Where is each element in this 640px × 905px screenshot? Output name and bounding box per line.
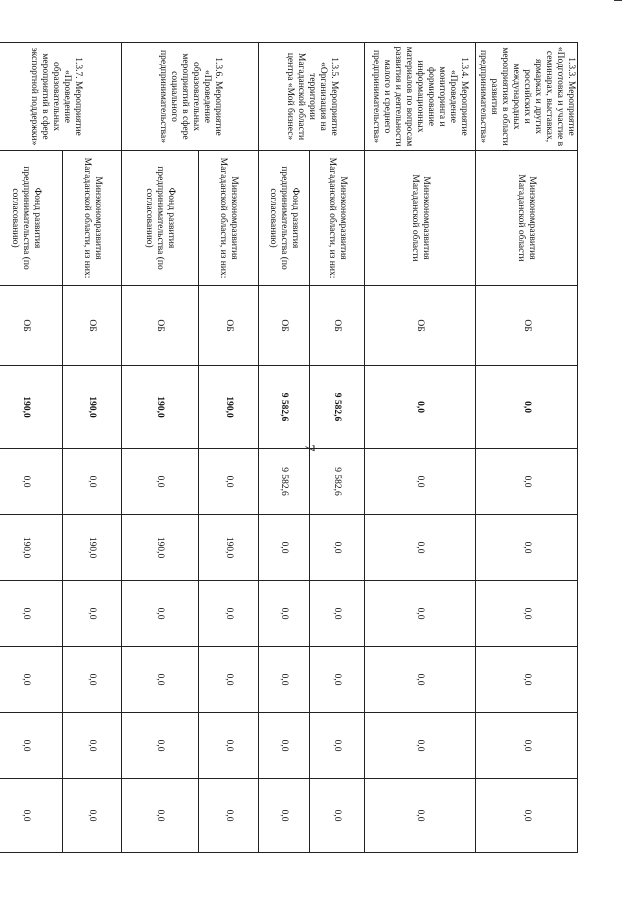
table-row	[365, 43, 476, 853]
value-cell: 0,0	[259, 713, 310, 779]
value-cell: 0,0	[476, 647, 578, 713]
value-cell: 0,0	[63, 581, 122, 647]
executor-cell: Фонд развития предпринимательства (по согласованию)	[259, 151, 310, 286]
value-cell: 0,0	[199, 581, 259, 647]
total-value-cell: 190,0	[0, 366, 63, 449]
value-cell: 0,0	[122, 449, 199, 515]
executor-cell: Фонд развития предпринимательства (по согласованию)	[122, 151, 199, 286]
value-cell: 0,0	[476, 713, 578, 779]
executor-cell: Минэкономразвития Магаданской области, из них:	[63, 151, 122, 286]
table-body	[0, 43, 578, 853]
value-cell: 190,0	[122, 515, 199, 581]
event-cell: 1.3.7. Мероприятие «Проведение образовательных мероприятий в сфере экспортной поддержки»	[0, 43, 122, 151]
total-value-cell: 9 582,6	[310, 366, 365, 449]
value-cell: 0,0	[199, 647, 259, 713]
table-row	[199, 43, 259, 853]
value-cell: 0,0	[310, 779, 365, 853]
value-cell: 0,0	[63, 779, 122, 853]
value-cell: 0,0	[259, 779, 310, 853]
value-cell: 0,0	[199, 449, 259, 515]
total-value-cell: 9 582,6	[259, 366, 310, 449]
scan-mark	[614, 0, 622, 1]
value-cell: 190,0	[199, 515, 259, 581]
value-cell: 0,0	[476, 779, 578, 853]
funding-source-cell: ОБ	[259, 286, 310, 366]
event-cell: 1.3.6. Мероприятие «Проведение образовательных мероприятий в сфере социального предпринимательства»	[122, 43, 259, 151]
table-row	[259, 43, 310, 853]
executor-cell: Минэкономразвития Магаданской области	[476, 151, 578, 286]
value-cell: 0,0	[476, 515, 578, 581]
value-cell: 0,0	[122, 713, 199, 779]
value-cell: 0,0	[365, 713, 476, 779]
table-row	[476, 43, 578, 853]
value-cell: 0,0	[259, 647, 310, 713]
value-cell: 0,0	[122, 581, 199, 647]
table-row	[63, 43, 122, 853]
value-cell: 0,0	[199, 713, 259, 779]
rotated-table-container	[10, 42, 578, 852]
event-cell: 1.3.3. Мероприятие «Подготовка и участие в семинарах, выставках, ярмарках и других российских и международных мероприятиях в области развития предпринимательства»	[476, 43, 578, 151]
value-cell: 0,0	[259, 581, 310, 647]
value-cell: 0,0	[63, 647, 122, 713]
value-cell: 0,0	[259, 515, 310, 581]
total-value-cell: 190,0	[63, 366, 122, 449]
funding-source-cell: ОБ	[199, 286, 259, 366]
table-row	[310, 43, 365, 853]
budget-table	[0, 42, 578, 853]
value-cell: 0,0	[0, 449, 63, 515]
executor-cell: Фонд развития предпринимательства (по согласованию)	[0, 151, 63, 286]
value-cell: 190,0	[0, 515, 63, 581]
executor-cell: Минэкономразвития Магаданской области, из них:	[310, 151, 365, 286]
value-cell: 0,0	[0, 581, 63, 647]
total-value-cell: 190,0	[122, 366, 199, 449]
value-cell: 0,0	[365, 647, 476, 713]
value-cell: 0,0	[476, 449, 578, 515]
value-cell: 0,0	[365, 581, 476, 647]
funding-source-cell: ОБ	[476, 286, 578, 366]
value-cell: 0,0	[0, 647, 63, 713]
table-row	[0, 43, 63, 853]
value-cell: 0,0	[365, 515, 476, 581]
value-cell: 0,0	[63, 713, 122, 779]
value-cell: 0,0	[476, 581, 578, 647]
value-cell: 0,0	[122, 779, 199, 853]
value-cell: 0,0	[310, 581, 365, 647]
funding-source-cell: ОБ	[0, 286, 63, 366]
total-value-cell: 0,0	[476, 366, 578, 449]
funding-source-cell: ОБ	[122, 286, 199, 366]
value-cell: 0,0	[122, 647, 199, 713]
total-value-cell: 190,0	[199, 366, 259, 449]
executor-cell: Минэкономразвития Магаданской области, из них:	[199, 151, 259, 286]
value-cell: 0,0	[365, 779, 476, 853]
value-cell: 0,0	[365, 449, 476, 515]
page-number: 7	[301, 444, 317, 452]
value-cell: 9 582,6	[259, 449, 310, 515]
event-cell: 1.3.5. Мероприятие «Организация на территории Магаданской области центра «Мой бизнес»	[259, 43, 365, 151]
funding-source-cell: ОБ	[63, 286, 122, 366]
value-cell: 190,0	[63, 515, 122, 581]
funding-source-cell: ОБ	[310, 286, 365, 366]
value-cell: 9 582,6	[310, 449, 365, 515]
executor-cell: Минэкономразвития Магаданской области	[365, 151, 476, 286]
table-row	[122, 43, 199, 853]
value-cell: 0,0	[63, 449, 122, 515]
value-cell: 0,0	[310, 713, 365, 779]
value-cell: 0,0	[0, 779, 63, 853]
funding-source-cell: ОБ	[365, 286, 476, 366]
value-cell: 0,0	[199, 779, 259, 853]
total-value-cell: 0,0	[365, 366, 476, 449]
event-cell: 1.3.4. Мероприятие «Проведение мониторинга и формирование информационных материалов по вопросам развития и деятельности малого и среднего предпринимательства»	[365, 43, 476, 151]
value-cell: 0,0	[0, 713, 63, 779]
value-cell: 0,0	[310, 515, 365, 581]
value-cell: 0,0	[310, 647, 365, 713]
